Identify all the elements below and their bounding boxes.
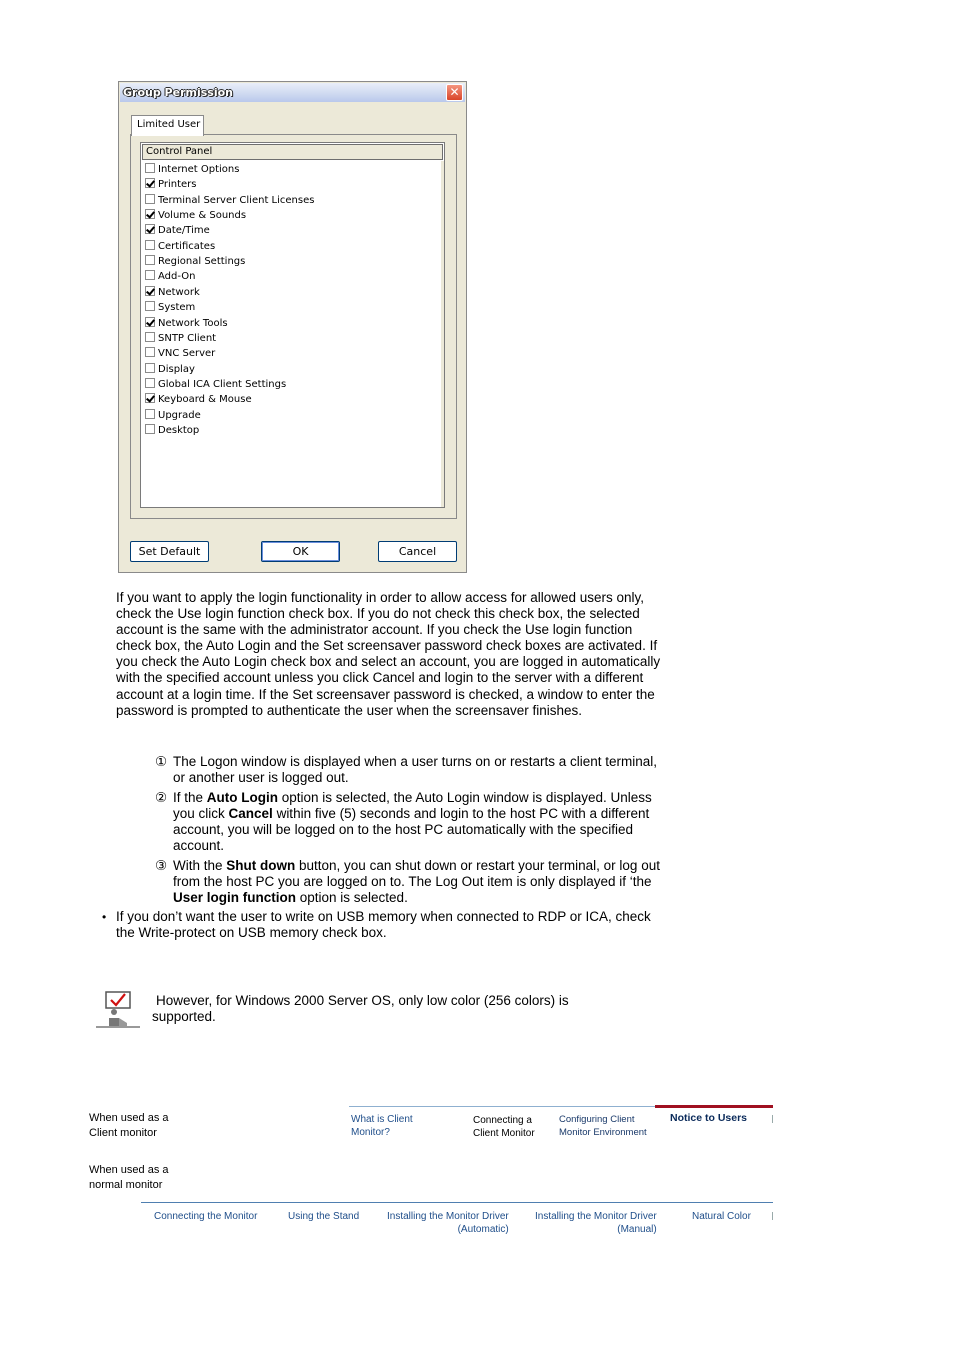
tab-limited-user[interactable]: Limited User [131,115,204,136]
list-scrollbar[interactable] [441,161,444,507]
step-number: ② [155,790,168,805]
nav-separator [772,1212,773,1220]
nav-configuring-client-monitor[interactable]: Configuring Client Monitor Environment [559,1114,647,1138]
cancel-button[interactable]: Cancel [378,541,457,562]
checkbox-unchecked[interactable] [145,255,155,265]
checkbox-checked[interactable] [145,286,155,296]
permission-item[interactable] [145,255,245,270]
checkbox-unchecked[interactable] [145,347,155,357]
permission-item-label: Terminal Server Client Licenses [158,194,315,206]
dialog-titlebar [120,83,465,102]
step-text: If the Auto Login option is selected, the Auto Login window is displayed. Unless you click Cancel within five (5) seconds and login to the host PC with a different account, you will be logged on to the host PC automatically with the specified account. [173,790,652,854]
permission-item[interactable] [145,363,195,378]
permission-item-label: Network [158,286,200,298]
permission-item-label: Date/Time [158,225,210,237]
permission-item-label: Printers [158,179,197,191]
checkbox-unchecked[interactable] [145,378,155,388]
permission-item[interactable] [145,194,314,209]
permission-item[interactable] [145,270,195,285]
checkbox-checked[interactable] [145,393,155,403]
checkbox-unchecked[interactable] [145,163,155,173]
usb-write-protect-text: If you don’t want the user to write on USB memory when connected to RDP or ICA, check the Write-protect on USB memory check box. [116,909,651,941]
nav-what-is-client-monitor[interactable]: What is Client Monitor? [351,1114,413,1138]
step-number: ③ [155,858,168,873]
permission-item[interactable] [145,409,201,424]
active-tab-indicator [655,1105,773,1108]
permission-item-label: Volume & Sounds [158,210,247,222]
permission-item-label: Display [158,363,195,375]
note-text: However, for Windows 2000 Server OS, only low color (256 colors) is supported. [152,993,569,1025]
checkbox-unchecked[interactable] [145,363,155,373]
nav-using-the-stand[interactable]: Using the Stand [288,1211,360,1222]
permission-item-label: Network Tools [158,317,228,329]
checkbox-checked[interactable] [145,317,155,327]
checkbox-unchecked[interactable] [145,240,155,250]
permission-item-label: Regional Settings [158,256,246,268]
permission-item-label: Keyboard & Mouse [158,394,252,406]
permission-item[interactable] [145,301,195,316]
permission-item[interactable] [145,240,215,255]
bullet-icon: • [102,910,107,924]
permission-item-label: VNC Server [158,348,216,360]
checkbox-unchecked[interactable] [145,194,155,204]
nav-connecting-client-monitor[interactable]: Connecting a Client Monitor [473,1115,535,1139]
permission-item-label: System [158,302,196,314]
checkbox-checked[interactable] [145,178,155,188]
permission-item[interactable] [145,424,199,439]
list-header: Control Panel [142,144,443,160]
permission-item[interactable] [145,163,239,178]
permission-item-label: Desktop [158,424,200,436]
permission-item[interactable] [145,209,246,224]
note-icon [96,990,140,1028]
permission-item[interactable] [145,317,228,332]
step-text: The Logon window is displayed when a user turns on or restarts a client terminal, or another user is logged out. [173,754,657,786]
permission-item[interactable] [145,286,200,301]
checkbox-unchecked[interactable] [145,409,155,419]
permission-item-label: SNTP Client [158,332,217,344]
normal-nav-rule [141,1202,773,1203]
checkbox-unchecked[interactable] [145,332,155,342]
dialog-title: Group Permission [123,86,233,99]
normal-monitor-label: When used as a normal monitor [89,1164,169,1191]
nav-notice-to-users[interactable]: Notice to Users [670,1112,748,1124]
nav-separator [772,1115,773,1123]
nav-installing-driver-automatic[interactable]: Installing the Monitor Driver (Automatic) [387,1211,509,1235]
set-default-button[interactable]: Set Default [130,541,209,562]
ok-button[interactable]: OK [261,541,340,562]
checkbox-checked[interactable] [145,209,155,219]
permission-item[interactable] [145,393,252,408]
permission-item-label: Internet Options [158,164,240,175]
close-icon[interactable]: ✕ [446,84,463,101]
group-permission-dialog [118,81,467,573]
permission-item-label: Add-On [158,271,196,283]
checkbox-unchecked[interactable] [145,301,155,311]
permission-item[interactable] [145,378,286,393]
permission-list [140,142,445,508]
nav-installing-driver-manual[interactable]: Installing the Monitor Driver (Manual) [535,1211,657,1235]
checkbox-unchecked[interactable] [145,424,155,434]
permission-item[interactable] [145,347,215,362]
step-number: ① [155,754,168,769]
client-monitor-label: When used as a Client monitor [89,1112,169,1139]
nav-natural-color[interactable]: Natural Color [692,1211,751,1222]
login-description: If you want to apply the login functionality in order to allow access for allowed users only, check the Use login function check box. If you do not check this check box, the selected account is the same with the administrator account. If you check the Use login function check box, the Auto Login and the Set screensaver password check boxes are activated. If you check the Auto Login check box and select an account, you are logged in automatically with the specified account unless you click Cancel and login to the server with a different account at a login time. If the Set screensaver password is checked, a window to enter the password is prompted to authenticate the user when the screensaver finishes. [116,590,661,718]
permission-item[interactable] [145,224,210,239]
nav-connecting-the-monitor[interactable]: Connecting the Monitor [154,1211,258,1222]
checkbox-unchecked[interactable] [145,270,155,280]
step-text: With the Shut down button, you can shut down or restart your terminal, or log out from the host PC you are logged on to. The Log Out item is only displayed if ‘the User login function option is selected. [173,858,660,906]
checkbox-checked[interactable] [145,224,155,234]
permission-item[interactable] [145,178,196,193]
permission-item[interactable] [145,332,216,347]
permission-item-label: Global ICA Client Settings [158,378,287,390]
permission-item-label: Upgrade [158,409,201,421]
permission-item-label: Certificates [158,240,216,252]
